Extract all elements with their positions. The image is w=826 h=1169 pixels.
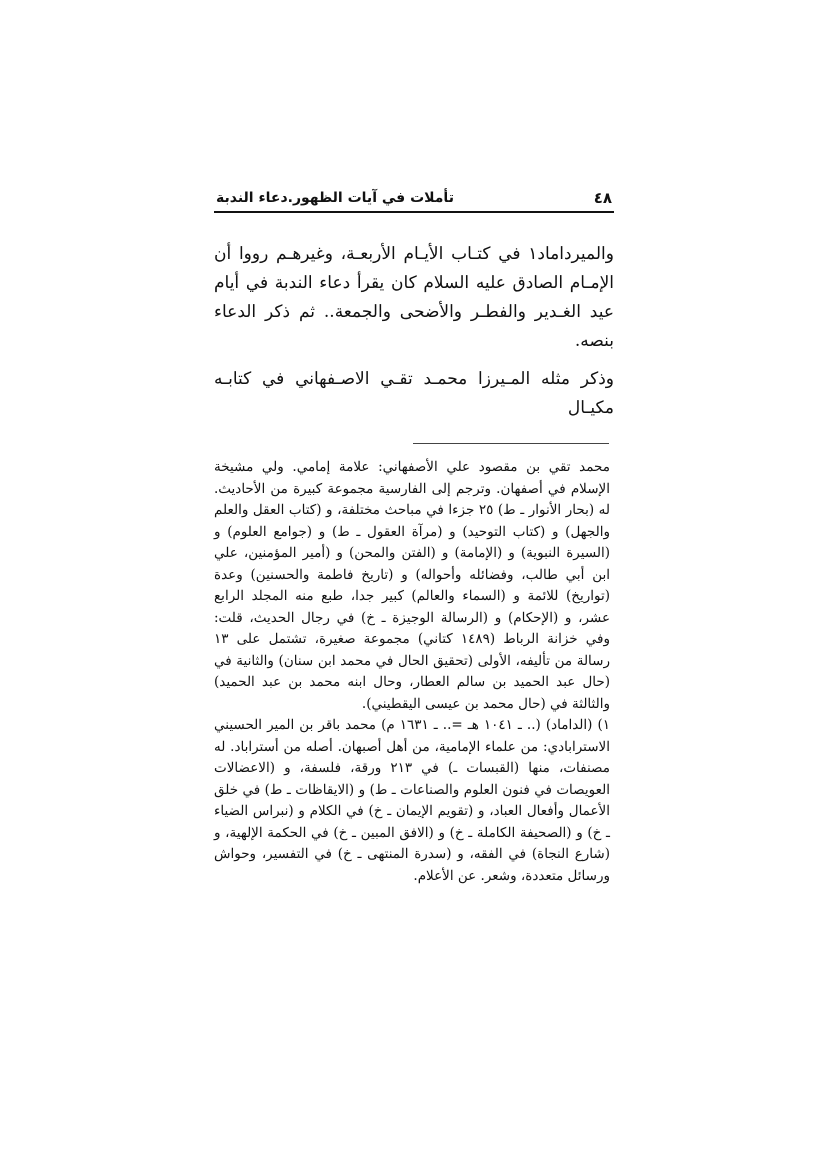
footnote: محمد تقي بن مقصود علي الأصفهاني: علامة إمامي. ولي مشيخة الإسلام في أصفهان. وترجم إلى الفارسية مجموعة كبيرة من الأحاديث. له (بحار الأنوار ـ ط) ٢٥ جزءا في مباحث مختلفة، و (كتاب العقل والعلم والجهل) و (كتاب التوحيد) و (مرآة العقول ـ ط) و (جوامع العلوم) و (السيرة النبوية) و (الإمامة) و (الفتن والمحن) و (أمير المؤمنين، علي ابن أبي طالب، وفضائله وأحواله) و (تاريخ فاطمة والحسنين) وعدة (تواريخ) للائمة و (السماء والعالم) كبير جدا، طبع منه المجلد الرابع عشر، و (الإحكام) و (الرسالة الوجيزة ـ خ) في رجال الحديث، قلت: وفي خزانة الرباط (١٤٨٩ كتاني) مجموعة صغيرة، تشتمل على ١٣ رسالة من تأليفه، الأولى (تحقيق الحال في محمد ابن سنان) والثانية في (حال عبد الحميد بن سالم العطار، وحال ابنه محمد بن عبد الحميد) والثالثة في (حال محمد بن عيسى اليقطيني). xyxy=(214,459,611,712)
main-paragraph: والميرداماد١ في كتـاب الأيـام الأربعـة، وغيرهـم رووا أن الإمـام الصادق عليه السلام كان يقرأ دعاء الندبة في أيام عيد الغـدير والفطـر والأضحى والجمعة.. ثم ذكر الدعاء بنصه. xyxy=(214,244,614,351)
header-rule xyxy=(214,211,614,213)
footnote-separator xyxy=(413,443,609,444)
footnote: ١) (الداماد) (.. ـ ١٠٤١ هـ =.. ـ ١٦٣١ م) محمد باقر بن المير الحسيني الاسترابادي: من علماء الإمامية، من أهل أصبهان. أصله من أستراباد. له مصنفات، منها (القبسات ـ) في ٢١٣ ورقة، فلسفة، و (الاعضالات العويصات في فنون العلوم والصناعات ـ ط) و (الايقاظات ـ ط) في خلق الأعمال وأفعال العباد، و (تقويم الإيمان ـ خ) في الكلام و (نبراس الضياء ـ خ) و (الصحيفة الكاملة ـ خ) و (الافق المبين ـ خ) في الحكمة الإلهية، و (شارع النجاة) في الفقه، و (سدرة المنتهى ـ خ) في التفسير، وحواش ورسائل متعددة، وشعر. عن الأعلام. xyxy=(214,717,610,884)
main-paragraph: وذكر مثله المـيرزا محمـد تقـي الاصـفهاني في كتابـه مكيـال xyxy=(214,369,614,418)
page-number: ٤٨ xyxy=(593,189,612,207)
book-title: تأملات في آيات الظهور.دعاء الندبة xyxy=(216,190,454,206)
main-text xyxy=(214,240,614,423)
footnotes xyxy=(214,457,610,887)
